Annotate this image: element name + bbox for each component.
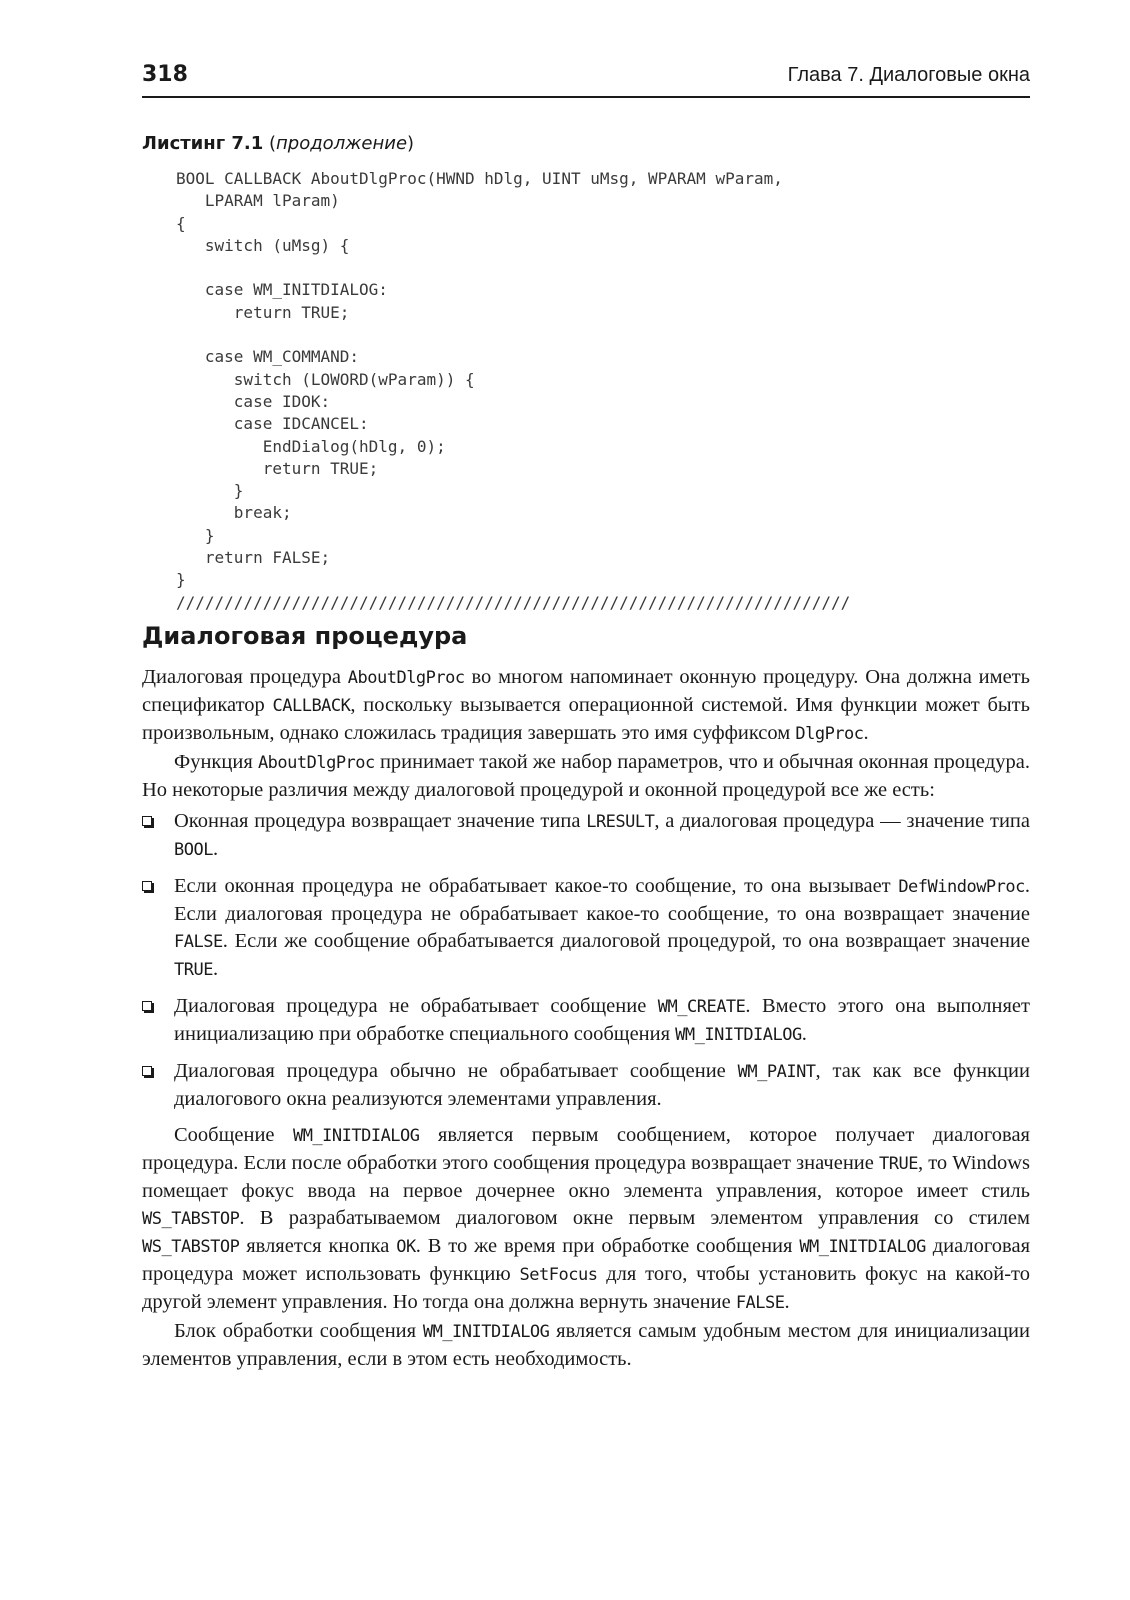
- paragraph: [142, 1122, 1030, 1317]
- text-run: Диалоговая процедура обычно не обрабатывает сообщение: [174, 1060, 738, 1082]
- text-run: , а диалоговая процедура — значение типа: [654, 810, 1030, 832]
- code-line: return FALSE;: [176, 548, 331, 568]
- paragraph: [142, 749, 1030, 804]
- inline-code: WM_INITDIALOG: [292, 1126, 420, 1146]
- text-run: принимает такой же набор параметров, что и обычная оконная процедура. Но некоторые различия между диалоговой процедурой и оконной процедурой все же есть:: [142, 751, 1030, 801]
- inline-code: LRESULT: [586, 812, 655, 832]
- text-run: Блок обработки сообщения: [174, 1320, 423, 1342]
- text-run: . В разрабатываемом диалоговом окне первым элементом управления со стилем: [239, 1207, 1030, 1229]
- text-run: Оконная процедура возвращает значение типа: [174, 810, 587, 832]
- code-line: }: [176, 570, 186, 590]
- body-text: [142, 664, 1030, 1374]
- code-line: case IDCANCEL:: [176, 414, 369, 434]
- code-line: break;: [176, 503, 292, 523]
- text-run: . Если диалоговая процедура не обрабатывает какое-то сообщение, то она возвращает значение: [174, 875, 1030, 925]
- code-line: LPARAM lParam): [176, 191, 340, 211]
- text-run: является кнопка: [239, 1235, 397, 1257]
- text-run: .: [212, 838, 219, 860]
- code-line: case WM_INITDIALOG:: [176, 280, 388, 300]
- inline-code: TRUE: [174, 960, 213, 980]
- code-line: EndDialog(hDlg, 0);: [176, 436, 446, 456]
- code-line: BOOL CALLBACK AboutDlgProc(HWND hDlg, UINT uMsg, WPARAM wParam,: [176, 169, 783, 188]
- text-run: является самым удобным местом для инициализации элементов управления, если в этом есть необходимость.: [142, 1320, 1030, 1370]
- text-run: , так как все функции диалогового окна реализуются элементами управления.: [174, 1060, 1030, 1110]
- running-header: [142, 60, 1030, 98]
- text-run: Диалоговая процедура не обрабатывает сообщение: [174, 995, 658, 1017]
- inline-code: DlgProc: [795, 724, 864, 744]
- text-run: во многом напоминает оконную процедуру. Она должна иметь спецификатор: [142, 666, 1030, 716]
- page-number: 318: [142, 62, 188, 87]
- text-run: . Вместо этого она выполняет инициализацию при обработке специального сообщения: [174, 995, 1030, 1045]
- inline-code: DefWindowProc: [898, 877, 1025, 897]
- bullet-list: [142, 808, 1030, 1113]
- list-item: [142, 1058, 1030, 1113]
- list-item: [142, 873, 1030, 984]
- code-line: return TRUE;: [176, 302, 350, 322]
- listing-label: Листинг 7.1: [142, 133, 264, 154]
- code-line: switch (LOWORD(wParam)) {: [176, 369, 475, 389]
- inline-code: TRUE: [878, 1154, 918, 1174]
- text-run: . Если же сообщение обрабатывается диалоговой процедурой, то она возвращает значение: [222, 930, 1030, 952]
- text-run: Диалоговая процедура: [142, 666, 348, 688]
- text-run: . В то же время при обработке сообщения: [415, 1235, 800, 1257]
- text-run: является первым сообщением, которое получает диалоговая процедура. Если после обработки этого сообщения процедура возвращает значение: [142, 1124, 1030, 1174]
- inline-code: FALSE: [735, 1293, 785, 1313]
- inline-code: OK: [396, 1237, 416, 1257]
- inline-code: CALLBACK: [272, 696, 351, 716]
- text-run: диалоговая процедура может использовать функцию: [142, 1235, 1030, 1285]
- checkbox-bullet-icon: [142, 881, 152, 891]
- inline-code: WM_CREATE: [657, 997, 746, 1017]
- code-line: [176, 324, 850, 346]
- inline-code: FALSE: [174, 932, 223, 952]
- text-run: для того, чтобы установить фокус на какой-то другой элемент управления. Но тогда она должна вернуть значение: [142, 1263, 1030, 1313]
- checkbox-bullet-icon: [142, 1001, 152, 1011]
- chapter-title: Глава 7. Диалоговые окна: [787, 64, 1030, 86]
- list-item: [142, 993, 1030, 1049]
- code-line: [176, 257, 850, 279]
- text-run: Если оконная процедура не обрабатывает какое-то сообщение, то она вызывает: [174, 875, 899, 897]
- text-run: .: [784, 1291, 790, 1313]
- text-run: .: [863, 722, 869, 744]
- inline-code: AboutDlgProc: [257, 753, 375, 773]
- code-line: return TRUE;: [176, 458, 379, 478]
- text-run: Сообщение: [174, 1124, 293, 1146]
- code-line: }: [176, 481, 244, 501]
- inline-code: AboutDlgProc: [347, 668, 465, 688]
- inline-code: SetFocus: [519, 1265, 598, 1285]
- inline-code: WM_INITDIALOG: [422, 1322, 550, 1342]
- code-line: }: [176, 525, 215, 545]
- inline-code: WM_INITDIALOG: [799, 1237, 926, 1257]
- code-line: switch (uMsg) {: [176, 235, 350, 255]
- code-line: {: [176, 213, 186, 233]
- code-line: case IDOK:: [176, 391, 331, 411]
- text-run: , то Windows помещает фокус ввода на первое дочернее окно элемента управления, которое имеет стиль: [142, 1152, 1031, 1202]
- inline-code: WM_INITDIALOG: [675, 1025, 802, 1045]
- inline-code: WS_TABSTOP: [142, 1237, 240, 1257]
- inline-code: WS_TABSTOP: [142, 1209, 240, 1229]
- code-listing: [176, 168, 850, 614]
- text-run: .: [212, 958, 219, 980]
- listing-continuation: продолжение: [276, 133, 408, 154]
- list-item: [142, 808, 1030, 864]
- listing-caption: Листинг 7.1 (продолжение): [142, 133, 415, 154]
- paragraph: [142, 664, 1030, 748]
- inline-code: WM_PAINT: [737, 1062, 816, 1082]
- checkbox-bullet-icon: [142, 1066, 152, 1076]
- text-run: .: [801, 1023, 807, 1045]
- text-run: , поскольку вызывается операционной системой. Имя функции может быть произвольным, однако сложилась традиция завершать это имя суффиксом: [142, 694, 1030, 744]
- text-run: Функция: [174, 751, 258, 773]
- code-separator-line: //////////////////////////////////////////////////////////////////////: [176, 592, 851, 612]
- section-heading: Диалоговая процедура: [142, 622, 468, 650]
- code-line: case WM_COMMAND:: [176, 347, 360, 367]
- paragraph: [142, 1318, 1030, 1373]
- checkbox-bullet-icon: [142, 816, 152, 826]
- inline-code: BOOL: [174, 840, 213, 860]
